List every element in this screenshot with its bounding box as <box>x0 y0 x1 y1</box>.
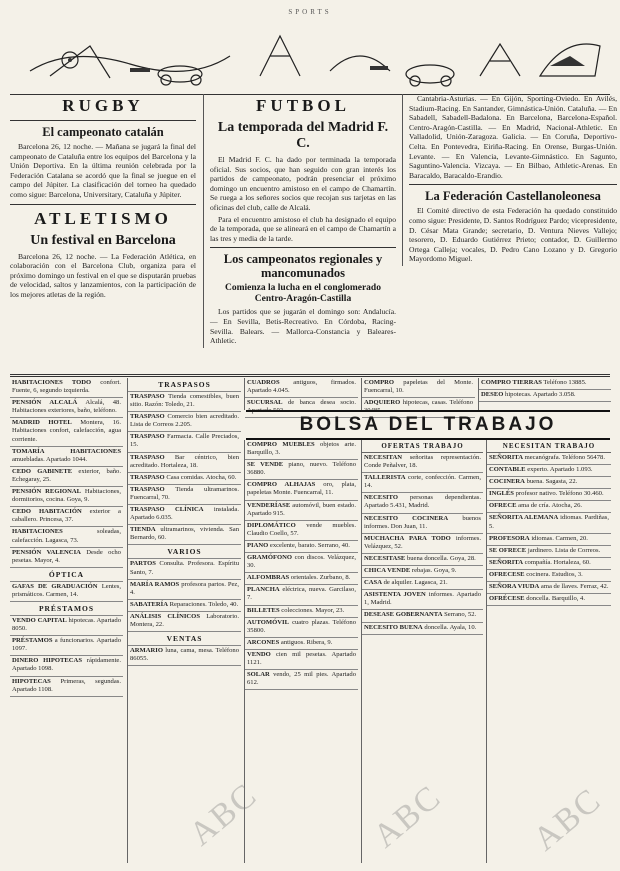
classified-ad <box>487 570 611 582</box>
futbol-headline-2: Los campeonatos regionales y mancomunados <box>223 252 383 281</box>
classified-ad <box>362 566 483 578</box>
classified-ad <box>128 612 241 632</box>
futbol-subhead-2: Comienza la lucha en el conglomerado Centro-Aragón-Castilla <box>225 283 381 305</box>
classified-ad <box>245 670 358 690</box>
classified-ad <box>128 473 241 485</box>
classified-ad-caption: CONTABLE <box>489 466 526 474</box>
classified-ad-caption: PROFESORA <box>489 534 530 542</box>
classified-ad-caption: SEÑORITA <box>489 558 523 566</box>
classified-ad-text: Primeras, segundas. Apartado 1108. <box>12 677 121 693</box>
classified-ad-text: doncella. Barquillo, 4. <box>526 595 585 603</box>
classified-ad-caption: OFRECESE <box>489 570 525 578</box>
classified-ad-caption: PRÉSTAMOS <box>12 637 53 645</box>
classified-ad-caption: ANÁLISIS CLÍNICOS <box>130 612 200 620</box>
classified-ad-text: profesora partos. Pez, 4. <box>130 580 239 596</box>
classified-ad-caption: DESEO <box>481 391 504 399</box>
classified-ad-caption: MARÍA RAMOS <box>130 580 180 588</box>
federacion-body: El Comité directivo de esta Federación ha quedado constituido como sigue: Presidente, D. Santos Rodríguez Pardo; vicepresidente, D. César Mata Grande; secretario, D. Ventura Nieves Vallejo; tesorero, D. Eduardo Gutiérrez Prieto; contador, D. Guillermo Ortega Calleja; vocales, D. Pedro Cano Lozano y D. Gregorio Mayordomo Miguel. <box>409 206 617 264</box>
futbol-body-3: Los partidos que se jugarán el domingo son: Andalucía. — En Sevilla, Betis-Recreativo. En Córdoba, Racing-Sevilla. Balears. — Mallorca-Constancia y Baleares-Athletic. <box>210 307 396 346</box>
classified-ad-text: colecciones. Mayor, 23. <box>281 606 345 614</box>
classified-ad-text: piano, nuevo. Teléfono 36880. <box>247 461 356 477</box>
classified-ad-text: Teléfono 13885. <box>543 379 587 386</box>
classified-ad-text: buena doncella. Goya, 28. <box>406 554 476 562</box>
classified-ad <box>362 590 483 610</box>
classified-ad-caption: SE OFRECE <box>489 546 527 554</box>
classified-ad-caption: PLANCHA <box>247 586 280 594</box>
atletismo-section-title: ATLETISMO <box>34 208 172 228</box>
classified-ad-caption: DIPLOMÁTICO <box>247 521 296 529</box>
classified-ad-caption: SE VENDE <box>247 461 284 469</box>
banner-car-left <box>158 66 202 82</box>
classified-ad-text: señoritas representación. Conde Peñalver, 18. <box>364 454 481 470</box>
classified-ad-text: con discos. Velázquez, 30. <box>247 554 356 570</box>
rugby-section-title: RUGBY <box>62 96 144 115</box>
classified-ad-text: Lentes, prismáticos. Carmen, 14. <box>12 582 121 598</box>
classified-ad-text: Montera, 16. Habitaciones confort, calefacción, agua corriente. <box>12 419 121 443</box>
divider <box>409 184 617 185</box>
classified-ad-text: papeletas del Monte. Fuencarral, 10. <box>364 379 473 395</box>
classified-ad-text: hipotecas. Apartado 3.058. <box>505 391 576 399</box>
classified-ad <box>245 440 358 460</box>
classified-ad <box>245 378 358 398</box>
classified-ad-caption: CUADROS <box>247 379 280 386</box>
classified-ad-caption: VENDO CAPITAL <box>12 616 67 624</box>
classified-category-heading: PRÉSTAMOS <box>10 602 123 616</box>
classified-ad-text: Reparaciones. Toledo, 40. <box>169 600 239 608</box>
classified-ad <box>487 489 611 501</box>
abc-watermark: ABC <box>182 776 265 854</box>
classified-ad-text: idiomas. Carmen, 20. <box>531 534 588 542</box>
classified-ad-text: profesor nativo. Teléfono 30.460. <box>515 490 604 498</box>
classified-ad-text: Desde ocho pesetas. Mayor, 4. <box>12 548 121 564</box>
classified-category-heading: VENTAS <box>128 632 241 646</box>
classified-ad-caption: VENDERÍASE <box>247 501 291 509</box>
classified-ad-text: cuatro plazas. Teléfono 35800. <box>247 618 356 634</box>
newspaper-page <box>10 6 617 864</box>
classified-ad-text: idiomas. Pardiñas, 5. <box>489 514 609 530</box>
classified-ad <box>362 578 483 590</box>
classified-ad <box>10 582 123 602</box>
classified-ad <box>10 467 123 487</box>
atletismo-body: Barcelona 26, 12 noche. — La Federación Atlética, en colaboración con el Barcelona Club, organiza para el próximo domingo un festival en el que se disputarán pruebas de velocidad, saltos y lanzamientos, con la participación de los mejores atletas de la región. <box>10 251 196 299</box>
classified-ad <box>479 378 611 390</box>
column-futbol <box>203 94 396 348</box>
classified-ad-text: Consulta. Profesora. Espíritu Santo, 7. <box>130 560 239 576</box>
classified-ad-text: ama de llaves. Ferraz, 42. <box>540 583 609 591</box>
classified-ad-caption: CEDO GABINETE <box>12 467 73 475</box>
classified-ad <box>128 412 241 432</box>
classified-ad <box>487 558 611 570</box>
classified-category-heading: TRASPASOS <box>128 378 241 392</box>
classified-ad-caption: SUCURSAL <box>247 399 283 407</box>
classified-ad-caption: SEÑORA VIUDA <box>489 583 540 591</box>
abc-watermark: ABC <box>526 781 609 859</box>
classified-ad-caption: VENDO <box>247 650 271 658</box>
classified-ad-text: vende muebles. Claudio Coello, 57. <box>247 521 356 537</box>
classified-ad <box>245 585 358 605</box>
classified-ad <box>487 477 611 489</box>
classified-ad-caption: ADQUIERO <box>364 399 401 407</box>
classifieds-column-3-top <box>244 378 358 415</box>
classified-ad-text: cocinera. Estudios, 3. <box>526 570 583 578</box>
classified-ad-caption: TRASPASO <box>130 433 165 441</box>
classified-ad-caption: PENSIÓN ALCALÁ <box>12 399 78 407</box>
classified-ad-caption: MADRID HOTEL <box>12 419 72 427</box>
classified-ad-caption: ARMARIO <box>130 647 163 655</box>
classified-ad-text: orientales. Zurbano, 8. <box>290 574 351 582</box>
classified-ad <box>245 501 358 521</box>
classified-ad-caption: BILLETES <box>247 606 280 614</box>
classified-ad <box>245 573 358 585</box>
classified-ad <box>128 646 241 666</box>
classified-ad <box>128 432 241 452</box>
classified-ad <box>487 594 611 606</box>
classified-ad-text: antiguos. Ribera, 9. <box>280 638 333 646</box>
classified-ad-text: Comercio bien acreditado. Lista de Correos 2.205. <box>130 413 239 429</box>
column-rugby-atletismo <box>10 94 196 302</box>
classified-ad-caption: TRASPASO <box>130 393 165 400</box>
classified-ad <box>128 505 241 525</box>
classified-ad-caption: INGLÉS <box>489 490 514 498</box>
classified-ad <box>362 378 475 398</box>
classified-ad-caption: TRASPASO <box>130 473 165 481</box>
classified-ad <box>128 392 241 412</box>
classified-ad-caption: SEÑORITA <box>489 454 523 461</box>
classified-ad <box>487 534 611 546</box>
classified-ad-text: oro, plata, papeletas Monte. Fuencarral, 11. <box>247 481 356 497</box>
classified-ad <box>487 582 611 594</box>
classified-ad-caption: COMPRO <box>364 379 395 386</box>
classified-ad-caption: COCINERA <box>489 478 525 486</box>
classified-ad <box>362 610 483 622</box>
classified-ad-text: Serrano, 52. <box>444 611 477 619</box>
classified-ad-text: doncella. Ayala, 10. <box>424 623 477 631</box>
classified-ad-text: Laboratorio. Montera, 22. <box>130 612 239 628</box>
classified-ad <box>245 521 358 541</box>
classified-ad-text: Casa comidas. Atocha, 60. <box>166 473 237 481</box>
classified-ad-caption: TRASPASO <box>130 485 165 493</box>
classified-ad-text: objetos arte. Barquillo, 3. <box>247 441 356 457</box>
classified-ad-caption: PARTOS <box>130 560 156 568</box>
classified-ad-text: rebajas. Goya, 9. <box>411 567 457 575</box>
futbol-body: El Madrid F. C. ha dado por terminada la temporada oficial. Sus socios, que han seguido con gran interés los partidos de campeonato, podrán presenciar el próximo domingo un encuentro amistoso en el campo de Chamartín. Se ruega a los señores socios que recojan sus tarjetas en las oficinas del club, calle de Alcalá. <box>210 155 396 212</box>
futbol-section-title: FUTBOL <box>256 96 350 115</box>
atletismo-headline: Un festival en Barcelona <box>30 232 176 248</box>
classified-ad <box>245 460 358 480</box>
classified-ad-caption: ALFOMBRAS <box>247 574 290 582</box>
classified-ad-text: Bar céntrico, bien acreditado. Hortaleza, 18. <box>130 453 239 469</box>
classified-ad-caption: CEDO HABITACIÓN <box>12 508 82 516</box>
classified-ad-caption: TRASPASO <box>130 413 165 421</box>
classified-ad-caption: GAFAS DE GRADUACIÓN <box>12 582 98 590</box>
classified-ad-text: exterior a caballero. Princesa, 37. <box>12 508 121 524</box>
bolsa-del-trabajo-header: BOLSA DEL TRABAJO <box>246 410 610 440</box>
classified-ad <box>10 548 123 568</box>
classified-ad-text: buenos informes. Don Juan, 11. <box>364 514 481 530</box>
classified-ad-text: mecanógrafa. Teléfono 56478. <box>524 454 605 461</box>
classified-ad-text: Tienda comestibles, buen sitio. Razón: Toledo, 21. <box>130 393 239 409</box>
classified-ad-text: ama de cría. Atocha, 26. <box>518 502 583 510</box>
classified-ad <box>362 493 483 513</box>
classified-ad-caption: DESEASE GOBERNANTA <box>364 611 443 619</box>
classified-ad-caption: ASISTENTA JOVEN <box>364 591 426 599</box>
classified-ad <box>10 378 123 398</box>
classified-ad <box>10 616 123 636</box>
sports-banner <box>10 6 610 95</box>
column-regional <box>402 94 617 266</box>
banner-car-right <box>406 65 454 83</box>
classified-ad <box>245 480 358 500</box>
classified-ad-text: instalada. Apartado 6.035. <box>130 506 239 522</box>
classified-ad <box>128 485 241 505</box>
classified-ad-text: de alquiler. Lagasca, 21. <box>383 579 448 587</box>
classified-ad-text: antiguos, firmados. Apartado 4.045. <box>247 379 356 395</box>
banner-caption: SPORTS <box>288 8 332 16</box>
divider <box>10 204 196 205</box>
classified-ad <box>245 553 358 573</box>
divider <box>210 247 396 248</box>
classified-ad-text: eléctrica, nueva. Garcilaso, 7. <box>247 586 356 602</box>
regional-body: Cantabria-Asturias. — En Gijón, Sporting-Oviedo. En Avilés, Stadium-Racing. En Santander, Gimnástica-Unión. Cataluña. — En Sabadell, Sabadell-Badalona. En Barcelona, Barcelona-Español. Centro-Aragón-Castilla. — En Madrid, Nacional-Athletic. En Valladolid, Unión-Zaragoza. Galicia. — En Coruña, Deportivo-Celta. En Pontevedra, Eiriña-Racing. En Orense, Burgas-Unión. Levante. — En Valencia, Levante-Gimnástico. En Sagunto, Saguntino-Valencia. Vizcaya. — En Bilbao, Athletic-Arenas. En Baracaldo, Baracaldo-Erandio. <box>409 94 617 180</box>
classified-ad <box>10 527 123 547</box>
classified-ad-caption: SOLAR <box>247 671 270 679</box>
classified-ad-text: compañía. Hortaleza, 60. <box>524 558 591 566</box>
classified-category-heading: VARIOS <box>128 545 241 559</box>
classified-ad-text: a funcionarios. Apartado 1097. <box>12 637 121 653</box>
classified-ad-text: luna, cama, mesa. Teléfono 86055. <box>130 647 239 663</box>
classified-category-heading: ÓPTICA <box>10 568 123 582</box>
classified-ad <box>362 473 483 493</box>
classified-ad <box>10 507 123 527</box>
classified-ad-text: exterior, baño. Echegaray, 25. <box>12 467 121 483</box>
classified-ad <box>128 525 241 545</box>
classified-ad-caption: COMPRO TIERRAS <box>481 379 542 386</box>
classified-ad-caption: HABITACIONES TODO <box>12 379 92 386</box>
classified-ad-caption: TRASPASO <box>130 453 165 461</box>
classified-ad-text: Tienda ultramarinos. Fuencarral, 70. <box>130 485 240 501</box>
classified-ad <box>128 453 241 473</box>
classified-ad-text: corte, confección. Carmen, 14. <box>364 474 481 490</box>
classified-ad-text: hipotecas, casas. Teléfono 30485. <box>364 399 473 415</box>
classified-ad-caption: COMPRO MUEBLES <box>247 441 315 448</box>
classified-ad <box>487 513 611 533</box>
classified-ad <box>362 534 483 554</box>
classified-ad <box>10 487 123 507</box>
classified-ad-caption: TIENDA <box>130 526 156 534</box>
classifieds-column-1 <box>10 378 123 863</box>
classified-ad-text: hipotecas. Apartado 8050. <box>12 616 122 633</box>
classified-ad-caption: PIANO <box>247 541 269 549</box>
classified-ad <box>487 501 611 513</box>
classified-ad-caption: PENSIÓN REGIONAL <box>12 488 82 496</box>
classified-ad <box>487 465 611 477</box>
classified-ad-text: Alcalá, 48. Habitaciones exteriores, baño, teléfono. <box>12 399 121 415</box>
classified-ad <box>128 580 241 600</box>
classified-ad-caption: HABITACIONES <box>12 528 63 536</box>
classified-ad <box>245 650 358 670</box>
classified-ad-text: rápidamente. Apartado 1098. <box>12 657 121 673</box>
classified-ad-caption: OFRECE <box>489 502 517 510</box>
classified-ad-text: informes. Apartado 1, Madrid. <box>364 591 481 607</box>
classified-ad-text: automóvil, buen estado. Apartado 915. <box>247 501 356 517</box>
federacion-headline: La Federación Castellanoleonesa <box>425 189 601 204</box>
futbol-body-2: Para el encuentro amistoso el club ha designado el equipo de la temporada, que se alineará en el campo de Chamartín a las tres y media de la tarde. <box>210 214 396 243</box>
classified-ad-caption: ARCONES <box>247 638 280 646</box>
classifieds-column-4-top <box>361 378 475 415</box>
rugby-headline: El campeonato catalán <box>42 125 164 139</box>
classified-ad-caption: DINERO HIPOTECAS <box>12 657 82 665</box>
classified-ad-text: Habitaciones, dormitorios, cocina. Goya, 9. <box>12 488 121 504</box>
classified-ad-text: de banca desea socio. Apartado 502. <box>247 399 356 415</box>
classified-ad-text: Farmacia. Calle Preciados, 15. <box>130 433 239 449</box>
classified-ad-caption: NECESITO COCINERA <box>364 514 449 522</box>
classified-ad-caption: NECESITAN <box>364 454 402 461</box>
classified-ad-caption: TRASPASO CLÍNICA <box>130 506 204 514</box>
classified-ad-caption: GRAMÓFONO <box>247 554 293 562</box>
classified-ad-text: vendo, 25 mil pies. Apartado 612. <box>247 671 356 687</box>
classified-ad-caption: OFRÉCESE <box>489 595 525 603</box>
classified-ad <box>10 636 123 656</box>
classified-ad <box>362 623 483 635</box>
section-divider <box>10 374 610 377</box>
classified-ad-text: soleadas, calefacción. Lagasca, 73. <box>12 528 121 544</box>
classified-ad <box>362 554 483 566</box>
classified-ad <box>479 390 611 402</box>
classified-ad-caption: CHICA VENDE <box>364 567 411 575</box>
necesitan-trabajo-heading: NECESITAN TRABAJO <box>487 440 611 453</box>
classified-ad <box>128 600 241 612</box>
classified-ad-caption: NECESITO BUENA <box>364 623 423 631</box>
classified-ad-caption: CASA <box>364 579 382 587</box>
futbol-headline: La temporada del Madrid F. C. <box>217 120 389 151</box>
classified-ad-text: amuebladas. Apartado 1044. <box>12 455 88 463</box>
classified-ad-text: cien mil pesetas. Apartado 1121. <box>247 650 356 666</box>
classified-ad <box>362 514 483 534</box>
classified-ad-text: excelente, barato. Serrano, 40. <box>269 541 350 549</box>
classified-ad-text: ultramarinos, vivienda. San Bernardo, 60. <box>130 526 240 542</box>
ofertas-trabajo-heading: OFERTAS TRABAJO <box>362 440 483 453</box>
sports-illustration <box>10 16 610 92</box>
banner-athlete <box>260 36 300 76</box>
classified-ad-caption: NECESITASE <box>364 554 406 562</box>
classified-ad <box>10 677 123 697</box>
classified-ad <box>487 546 611 558</box>
classified-ad-caption: SEÑORITA ALEMANA <box>489 514 559 522</box>
classified-ad <box>10 418 123 446</box>
classified-ad <box>128 559 241 579</box>
classified-ad-caption: COMPRO ALHAJAS <box>247 481 316 489</box>
divider <box>10 120 196 121</box>
classified-ad-caption: TALLERISTA <box>364 474 406 482</box>
classified-ad <box>245 606 358 618</box>
classified-ad-caption: AUTOMÓVIL <box>247 618 290 626</box>
classified-ad-caption: HIPOTECAS <box>12 677 51 685</box>
classified-ad <box>245 618 358 638</box>
classified-ad-caption: SABATERÍA <box>130 600 168 608</box>
rugby-body: Barcelona 26, 12 noche. — Mañana se jugará la final del campeonato de Cataluña entre los equipos del Barcelona y la Unión Deportiva. En la última reunión celebrada por la Federación Catalana se acordó que la final se juegue en el campo del Júpiter. La clasificación del torneo ha quedado como sigue: Barcelona, Universitary, Cataluña y Júpiter. <box>10 142 196 199</box>
classified-ad-caption: PENSIÓN VALENCIA <box>12 548 81 556</box>
classified-ad-text: personas dependientas. Apartado 5.431, Madrid. <box>364 494 481 510</box>
classified-ad <box>245 638 358 650</box>
banner-figure-body <box>50 46 110 78</box>
classified-ad <box>487 453 611 465</box>
classified-ad <box>362 453 483 473</box>
classified-ad-text: buena. Sagasta, 22. <box>526 478 578 486</box>
classified-ad-text: confort. Fuente, 6, segundo izquierda. <box>12 379 121 395</box>
classified-ad-caption: MUCHACHA PARA TODO <box>364 534 451 542</box>
banner-rider <box>480 44 520 76</box>
classified-ad <box>10 398 123 418</box>
classified-ad <box>10 447 123 467</box>
classified-ad-caption: TOMARÍA HABITACIONES <box>12 447 121 455</box>
classified-ad-caption: NECESITO <box>364 494 398 502</box>
classified-ad <box>245 541 358 553</box>
classified-ad <box>10 656 123 676</box>
classified-ad-text: informes. Velázquez, 52. <box>364 534 481 550</box>
classified-ad-text: experto. Apartado 1.093. <box>527 466 593 474</box>
classified-ad-text: jardinero. Lista de Correos. <box>527 546 601 554</box>
abc-watermark: ABC <box>366 778 449 856</box>
classifieds-column-5-top <box>478 378 611 410</box>
